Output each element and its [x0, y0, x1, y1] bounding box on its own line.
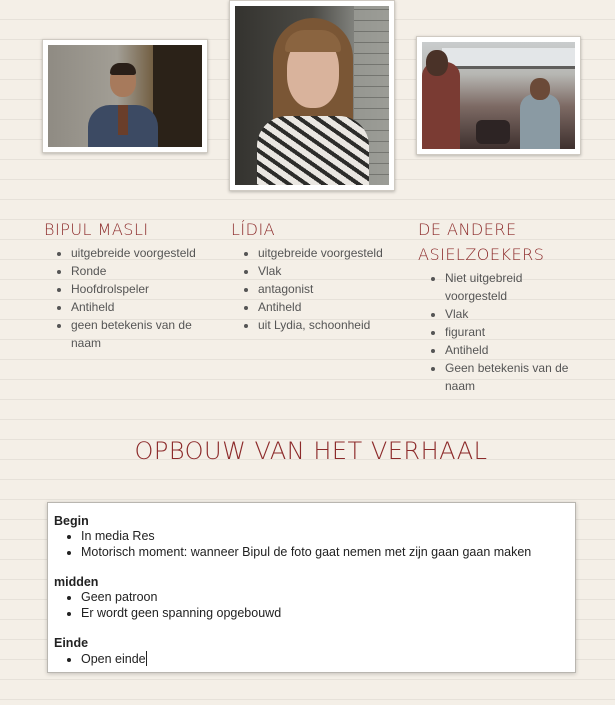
list-item-text: Open einde [81, 652, 146, 666]
list-item: • Geen patroon [81, 590, 569, 606]
character-title[interactable]: LÍDIA [231, 220, 276, 239]
story-list-einde [54, 651, 569, 668]
section-title[interactable]: OPBOUW VAN HET VERHAAL [134, 437, 488, 465]
list-item[interactable]: • Niet uitgebreid voorgesteld [445, 269, 578, 305]
photo-image [48, 45, 202, 147]
photo-image [422, 42, 575, 149]
list-item[interactable]: • figurant [445, 323, 578, 341]
list-item: • Motorisch moment: wanneer Bipul de foto gaat nemen met zijn gaan gaan maken [81, 545, 569, 561]
story-heading-einde: Einde [54, 636, 89, 650]
list-item[interactable]: • Vlak [445, 305, 578, 323]
character-column-bipul [44, 217, 214, 352]
list-item[interactable]: • uitgebreide voorgesteld [258, 244, 401, 262]
bipul-masli-photo[interactable] [42, 39, 208, 153]
list-item[interactable]: • geen betekenis van de naam [71, 316, 214, 352]
story-list-begin [54, 529, 569, 560]
list-item[interactable]: • Hoofdrolspeler [71, 280, 214, 298]
list-item[interactable]: • uit Lydia, schoonheid [258, 316, 401, 334]
list-item[interactable]: • Antiheld [71, 298, 214, 316]
list-item: • Er wordt geen spanning opgebouwd [81, 606, 569, 622]
photo-image [235, 6, 389, 185]
character-title[interactable]: BIPUL MASLI [44, 220, 149, 239]
character-traits-list [418, 269, 578, 395]
character-title[interactable]: DE ANDERE ASIELZOEKERS [418, 220, 545, 264]
list-item[interactable]: • uitgebreide voorgesteld [71, 244, 214, 262]
story-heading-begin: Begin [54, 514, 89, 528]
character-traits-list [44, 244, 214, 352]
character-column-asylum-seekers [418, 217, 578, 395]
list-item[interactable]: • Vlak [258, 262, 401, 280]
lidia-photo[interactable] [229, 0, 395, 191]
list-item[interactable]: • antagonist [258, 280, 401, 298]
list-item[interactable]: • Geen betekenis van de naam [445, 359, 578, 395]
text-cursor [146, 651, 147, 666]
character-column-lidia [231, 217, 401, 334]
story-heading-midden: midden [54, 575, 99, 589]
list-item[interactable]: • Ronde [71, 262, 214, 280]
list-item[interactable]: • Antiheld [445, 341, 578, 359]
list-item [81, 651, 569, 668]
story-structure-textbox[interactable] [47, 502, 576, 673]
list-item[interactable]: • Antiheld [258, 298, 401, 316]
character-traits-list [231, 244, 401, 334]
asylum-seekers-photo[interactable] [416, 36, 581, 155]
story-list-midden [54, 590, 569, 621]
list-item: • In media Res [81, 529, 569, 545]
